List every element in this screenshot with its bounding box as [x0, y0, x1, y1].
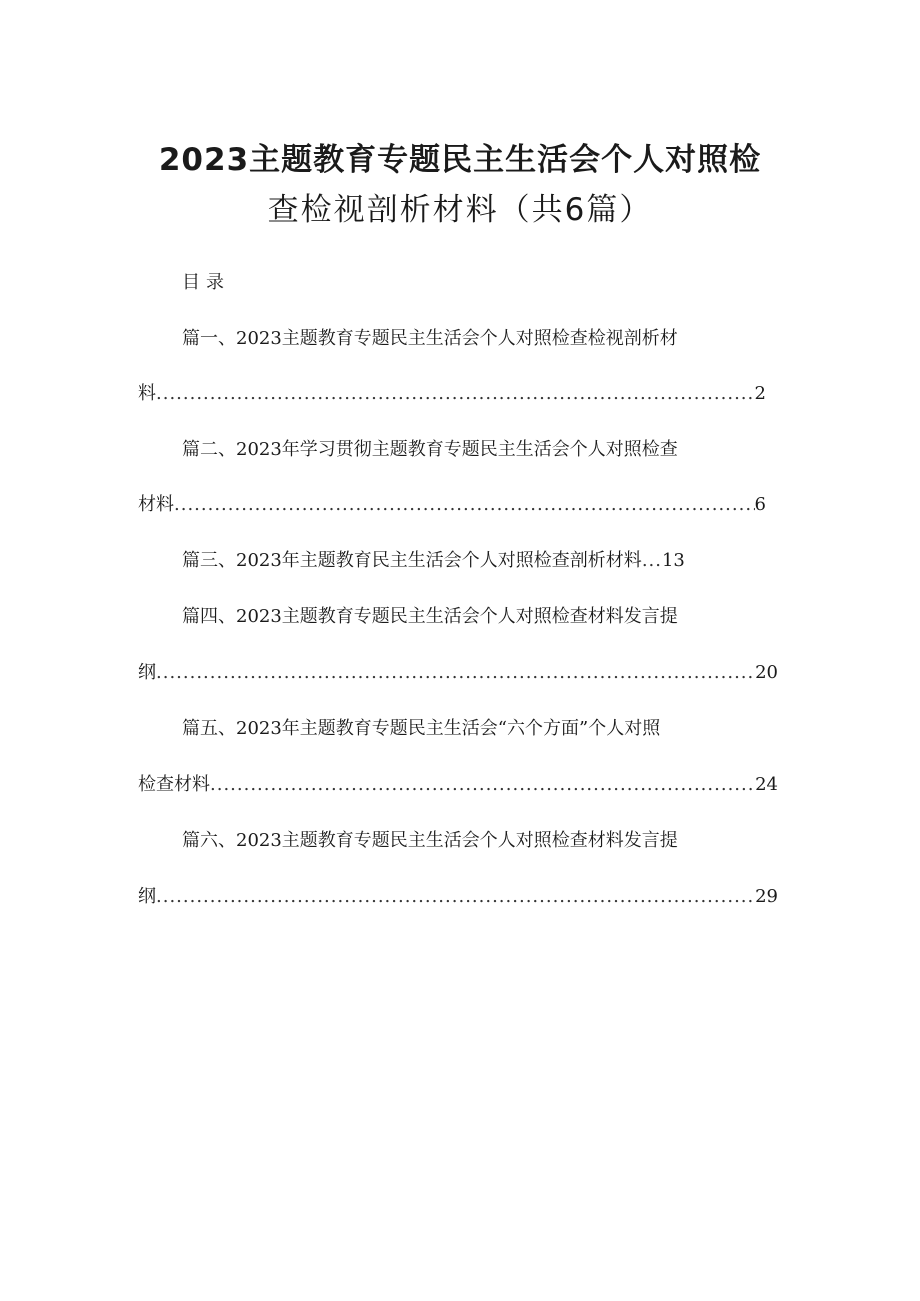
toc-entry-6-leader[interactable] [138, 884, 778, 910]
toc-entry-1-leader[interactable] [138, 381, 766, 407]
toc-entry-5-leader[interactable] [138, 772, 778, 798]
toc-entry-2-title[interactable]: 篇二、2023年学习贯彻主题教育专题民主生活会个人对照检查 [182, 439, 678, 460]
toc-entry-4-page-number: 20 [755, 662, 778, 683]
toc-entry-2-dot-leader [174, 492, 755, 518]
toc-entry-2-title-continued: 材料 [138, 494, 174, 515]
toc-entry-1-title[interactable]: 篇一、2023主题教育专题民主生活会个人对照检查检视剖析材 [182, 328, 678, 349]
toc-entry-3-dot-leader: ... [641, 550, 662, 571]
toc-entry-6-title[interactable]: 篇六、2023主题教育专题民主生活会个人对照检查材料发言提 [182, 830, 678, 851]
toc-heading: 目录 [182, 272, 230, 293]
toc-entry-4-dot-leader [156, 660, 755, 686]
toc-entry-3[interactable] [182, 548, 685, 574]
toc-entry-5-title[interactable]: 篇五、2023年主题教育专题民主生活会“六个方面”个人对照 [182, 718, 661, 739]
toc-entry-4-leader[interactable] [138, 660, 778, 686]
toc-entry-1-dot-leader [156, 381, 755, 407]
toc-entry-4-title[interactable]: 篇四、2023主题教育专题民主生活会个人对照检查材料发言提 [182, 606, 678, 627]
toc-entry-1-page-number: 2 [754, 383, 766, 404]
toc-entry-5-page-number: 24 [755, 774, 778, 795]
toc-entry-2-page-number: 6 [754, 494, 766, 515]
toc-entry-1-title-continued: 料 [138, 383, 156, 404]
toc-entry-2-leader[interactable] [138, 492, 766, 518]
toc-entry-5-dot-leader [210, 772, 755, 798]
toc-entry-3-title: 篇三、2023年主题教育民主生活会个人对照检查剖析材料 [182, 550, 642, 571]
toc-entry-6-dot-leader [156, 884, 755, 910]
toc-entry-6-page-number: 29 [755, 886, 778, 907]
toc-entry-4-title-continued: 纲 [138, 662, 156, 683]
toc-entry-3-page-number: 13 [661, 550, 685, 571]
document-title-line-1: 2023主题教育专题民主生活会个人对照检 [158, 142, 762, 178]
toc-entry-5-title-continued: 检查材料 [138, 774, 210, 795]
document-title-line-2: 查检视剖析材料（共6篇） [267, 192, 653, 228]
toc-entry-6-title-continued: 纲 [138, 886, 156, 907]
